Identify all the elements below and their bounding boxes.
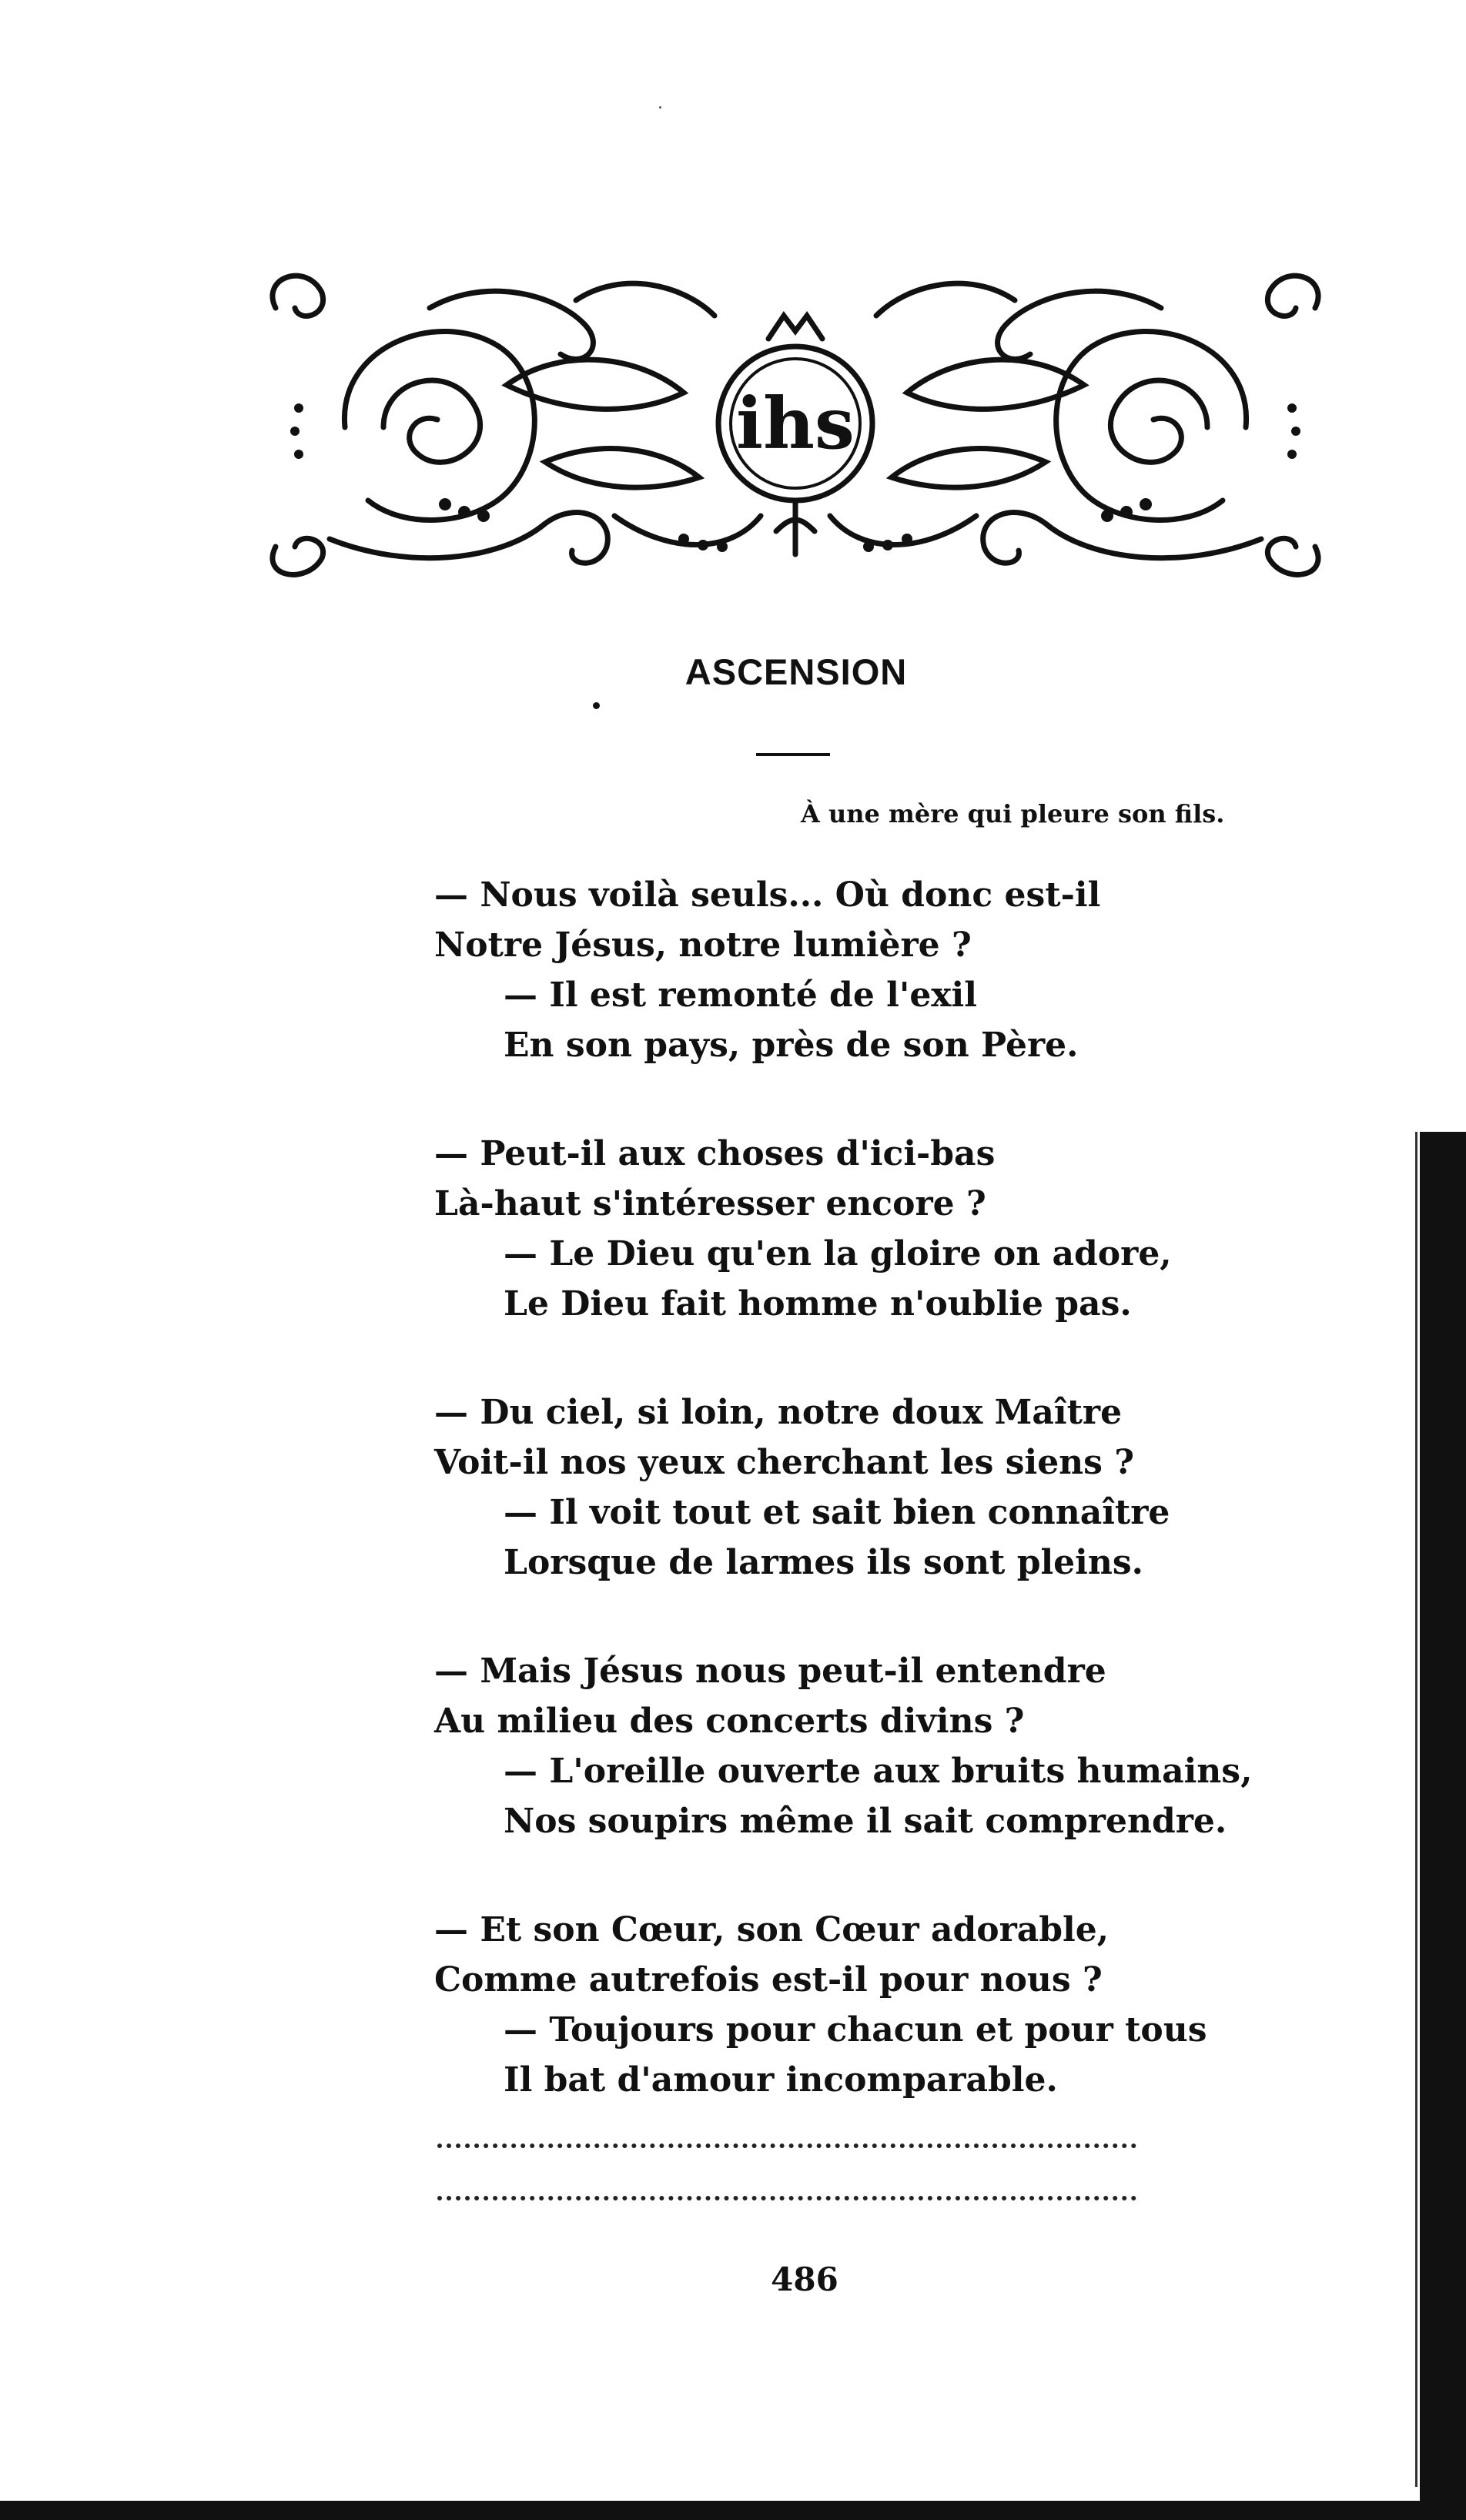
ornamental-headpiece <box>253 262 1338 585</box>
verse-line: — Le Dieu qu'en la gloire on adore, <box>504 1234 1172 1273</box>
title-rule <box>756 753 830 756</box>
poem-title: ASCENSION <box>684 651 908 692</box>
dedication: À une mère qui pleure son fils. <box>801 799 1225 828</box>
scan-edge-bottom <box>0 2501 1466 2520</box>
verse-line: Notre Jésus, notre lumière ? <box>434 925 972 965</box>
verse-line: — Il est remonté de l'exil <box>504 976 977 1015</box>
verse-line: Il bat d'amour incomparable. <box>504 2060 1058 2100</box>
print-speck <box>593 702 600 709</box>
stanza <box>434 870 1281 1070</box>
page-edge-line <box>1415 1132 1417 2487</box>
verse-line: — Et son Cœur, son Cœur adorable, <box>434 1910 1110 1949</box>
stanza <box>434 1646 1281 1846</box>
print-speck <box>659 106 661 109</box>
verse-line: Lorsque de larmes ils sont pleins. <box>504 1543 1143 1582</box>
verse-line: En son pays, près de son Père. <box>504 1026 1079 1065</box>
poem-body <box>434 870 1281 2164</box>
dotted-line <box>437 2144 1136 2148</box>
verse-line: — Nous voilà seuls... Où donc est-il <box>434 875 1101 915</box>
verse-line: Là-haut s'intéresser encore ? <box>434 1184 986 1223</box>
verse-line: Comme autrefois est-il pour nous ? <box>434 1960 1103 2000</box>
page-number: 486 <box>771 2261 838 2298</box>
dotted-line <box>437 2196 1136 2200</box>
stanza <box>434 1129 1281 1329</box>
scan-edge-right <box>1420 1132 1466 2502</box>
verse-line: — Peut-il aux choses d'ici-bas <box>434 1134 996 1173</box>
stanza <box>434 1387 1281 1588</box>
verse-line: — Il voit tout et sait bien connaître <box>504 1493 1170 1532</box>
verse-line: Nos soupirs même il sait comprendre. <box>504 1802 1227 1841</box>
stanza <box>434 1905 1281 2105</box>
verse-line: Au milieu des concerts divins ? <box>434 1702 1025 1741</box>
verse-line: — Mais Jésus nous peut-il entendre <box>434 1652 1106 1691</box>
verse-line: — Du ciel, si loin, notre doux Maître <box>434 1393 1123 1432</box>
verse-line: — L'oreille ouverte aux bruits humains, <box>504 1752 1253 1791</box>
ihs-monogram: ihs <box>736 382 855 465</box>
verse-line: Voit-il nos yeux cherchant les siens ? <box>434 1443 1135 1482</box>
verse-line: Le Dieu fait homme n'oublie pas. <box>504 1284 1132 1324</box>
verse-line: — Toujours pour chacun et pour tous <box>504 2010 1207 2050</box>
